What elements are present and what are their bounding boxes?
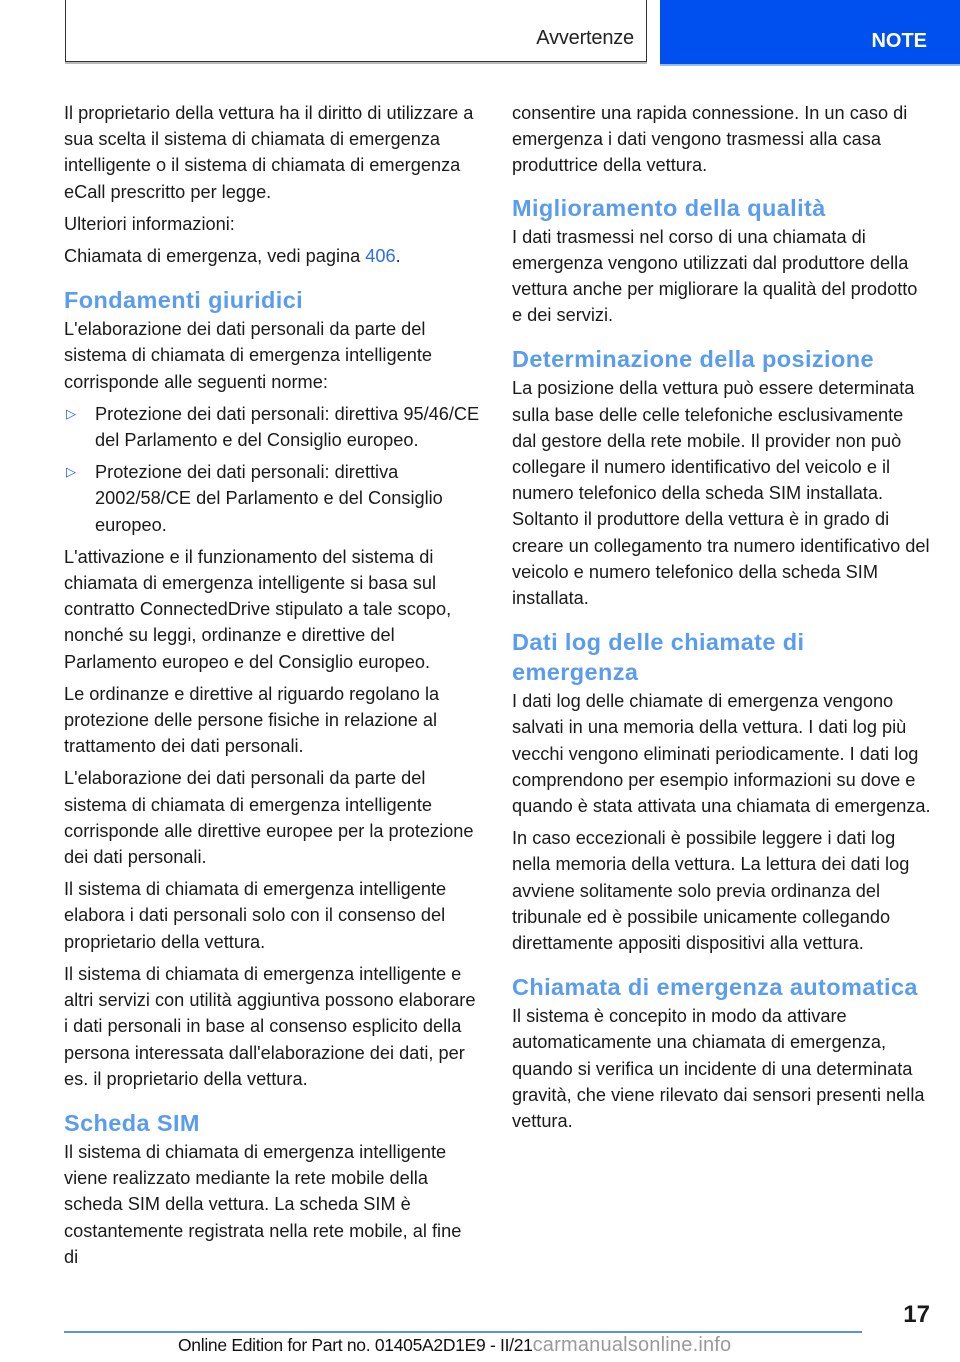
more-info-label: Ulteriori informazioni:	[64, 213, 235, 234]
legal-paragraph: L'elaborazione dei dati personali da parte del sistema di chiamata di emergenza intelligente corrisponde alle direttive europee per la protezione dei dati personali.	[64, 768, 474, 868]
triangle-bullet-icon: ▷	[66, 405, 76, 421]
heading-legal-basis: Fondamenti giuridici	[64, 287, 304, 314]
auto-call-paragraph: Il sistema è concepito in modo da attivare automaticamente una chiamata di emergenza, quando si verifica un incidente di una determinata gravità, che viene rilevato dai sensori presenti nella vettura.	[512, 1006, 925, 1132]
position-paragraph: La posizione della vettura può essere determinata sulla base delle celle telefoniche esclusivamente dal gestore della rete mobile. Il provider non può collegare il numero identificativo del veicolo e il numero telefonico della scheda SIM installata. Soltanto il produttore della vettura è in grado di creare un collegamento tra numero identificativo del veicolo e numero telefonico della scheda SIM installata.	[512, 378, 930, 609]
list-item: ▷ Protezione dei dati personali: direttiva 2002/58/CE del Parlamento e del Consiglio europeo.	[64, 459, 480, 538]
legal-paragraph: Le ordinanze e direttive al riguardo regolano la protezione delle persone fisiche in relazione al trattamento dei dati personali.	[64, 683, 440, 757]
cross-reference: Chiamata di emergenza, vedi pagina 406.	[64, 246, 401, 267]
legal-paragraph: Il sistema di chiamata di emergenza intelligente elabora i dati personali solo con il consenso del proprietario della vettura.	[64, 879, 447, 952]
page-number: 17	[903, 1301, 930, 1328]
left-column	[64, 100, 480, 1276]
footer-divider	[64, 1331, 862, 1333]
heading-quality-improvement: Miglioramento della qualità	[512, 194, 826, 221]
header-section-box	[65, 0, 647, 62]
legal-bullet-list	[64, 401, 480, 538]
footer-edition: Online Edition for Part no. 01405A2D1E9 - II/21carmanualsonline.info	[178, 1334, 732, 1356]
logs-paragraph: In caso eccezionali è possibile leggere i dati log nella memoria della vettura. La lettura dei dati log avviene solitamente solo previa ordinanza del tribunale ed è possibile unicamente collegando direttamente appositi dispositivi alla vettura.	[512, 828, 910, 954]
page-link-406[interactable]: 406	[365, 246, 396, 267]
list-item: ▷ Protezione dei dati personali: direttiva 95/46/CE del Parlamento e del Consiglio europeo.	[64, 401, 480, 453]
logs-paragraph: I dati log delle chiamate di emergenza vengono salvati in una memoria della vettura. I dati log più vecchi vengono eliminati periodicamente. I dati log comprendono per esempio informazioni su dove e quando è stata attivata una chiamata di emergenza.	[512, 691, 931, 817]
header-tab-label: NOTE	[871, 30, 927, 52]
triangle-bullet-icon: ▷	[66, 464, 76, 480]
legal-paragraph: L'attivazione e il funzionamento del sistema di chiamata di emergenza intelligente si basa sul contratto ConnectedDrive stipulato a tale scopo, nonché su leggi, ordinanze e direttive del Parlamento europeo e del Consiglio europeo.	[64, 546, 452, 672]
header-tab-note[interactable]	[660, 0, 960, 64]
legal-intro: L'elaborazione dei dati personali da parte del sistema di chiamata di emergenza intelligente corrisponde alle seguenti norme:	[64, 319, 432, 392]
heading-position-determination: Determinazione della posizione	[512, 346, 874, 373]
intro-paragraph: Il proprietario della vettura ha il diritto di utilizzare a sua scelta il sistema di chiamata di emergenza intelligente o il sistema di chiamata di emergenza eCall prescritto per legge.	[64, 103, 474, 202]
heading-emergency-call-logs: Dati log delle chiamate di emergenza	[512, 629, 805, 686]
heading-automatic-emergency-call: Chiamata di emergenza automatica	[512, 974, 918, 1001]
quality-paragraph: I dati trasmessi nel corso di una chiamata di emergenza vengono utilizzati dal produttore della vettura anche per migliorare la qualità del prodotto e dei servizi.	[512, 226, 918, 326]
right-column	[512, 100, 932, 1140]
legal-paragraph: Il sistema di chiamata di emergenza intelligente e altri servizi con utilità aggiuntiva possono elaborare i dati personali in base al consenso esplicito della persona interessata dall'elaborazione dei dati, per es. il proprietario della vettura.	[64, 963, 476, 1089]
header-section-label: Avvertenze	[536, 27, 634, 49]
sim-continuation: consentire una rapida connessione. In un caso di emergenza i dati vengono trasmessi alla casa produttrice della vettura.	[512, 103, 908, 176]
heading-sim-card: Scheda SIM	[64, 1109, 200, 1136]
sim-paragraph: Il sistema di chiamata di emergenza intelligente viene realizzato mediante la rete mobile della scheda SIM della vettura. La scheda SIM è costantemente registrata nella rete mobile, al fine di	[64, 1141, 462, 1267]
watermark: carmanualsonline.info	[532, 1334, 732, 1356]
